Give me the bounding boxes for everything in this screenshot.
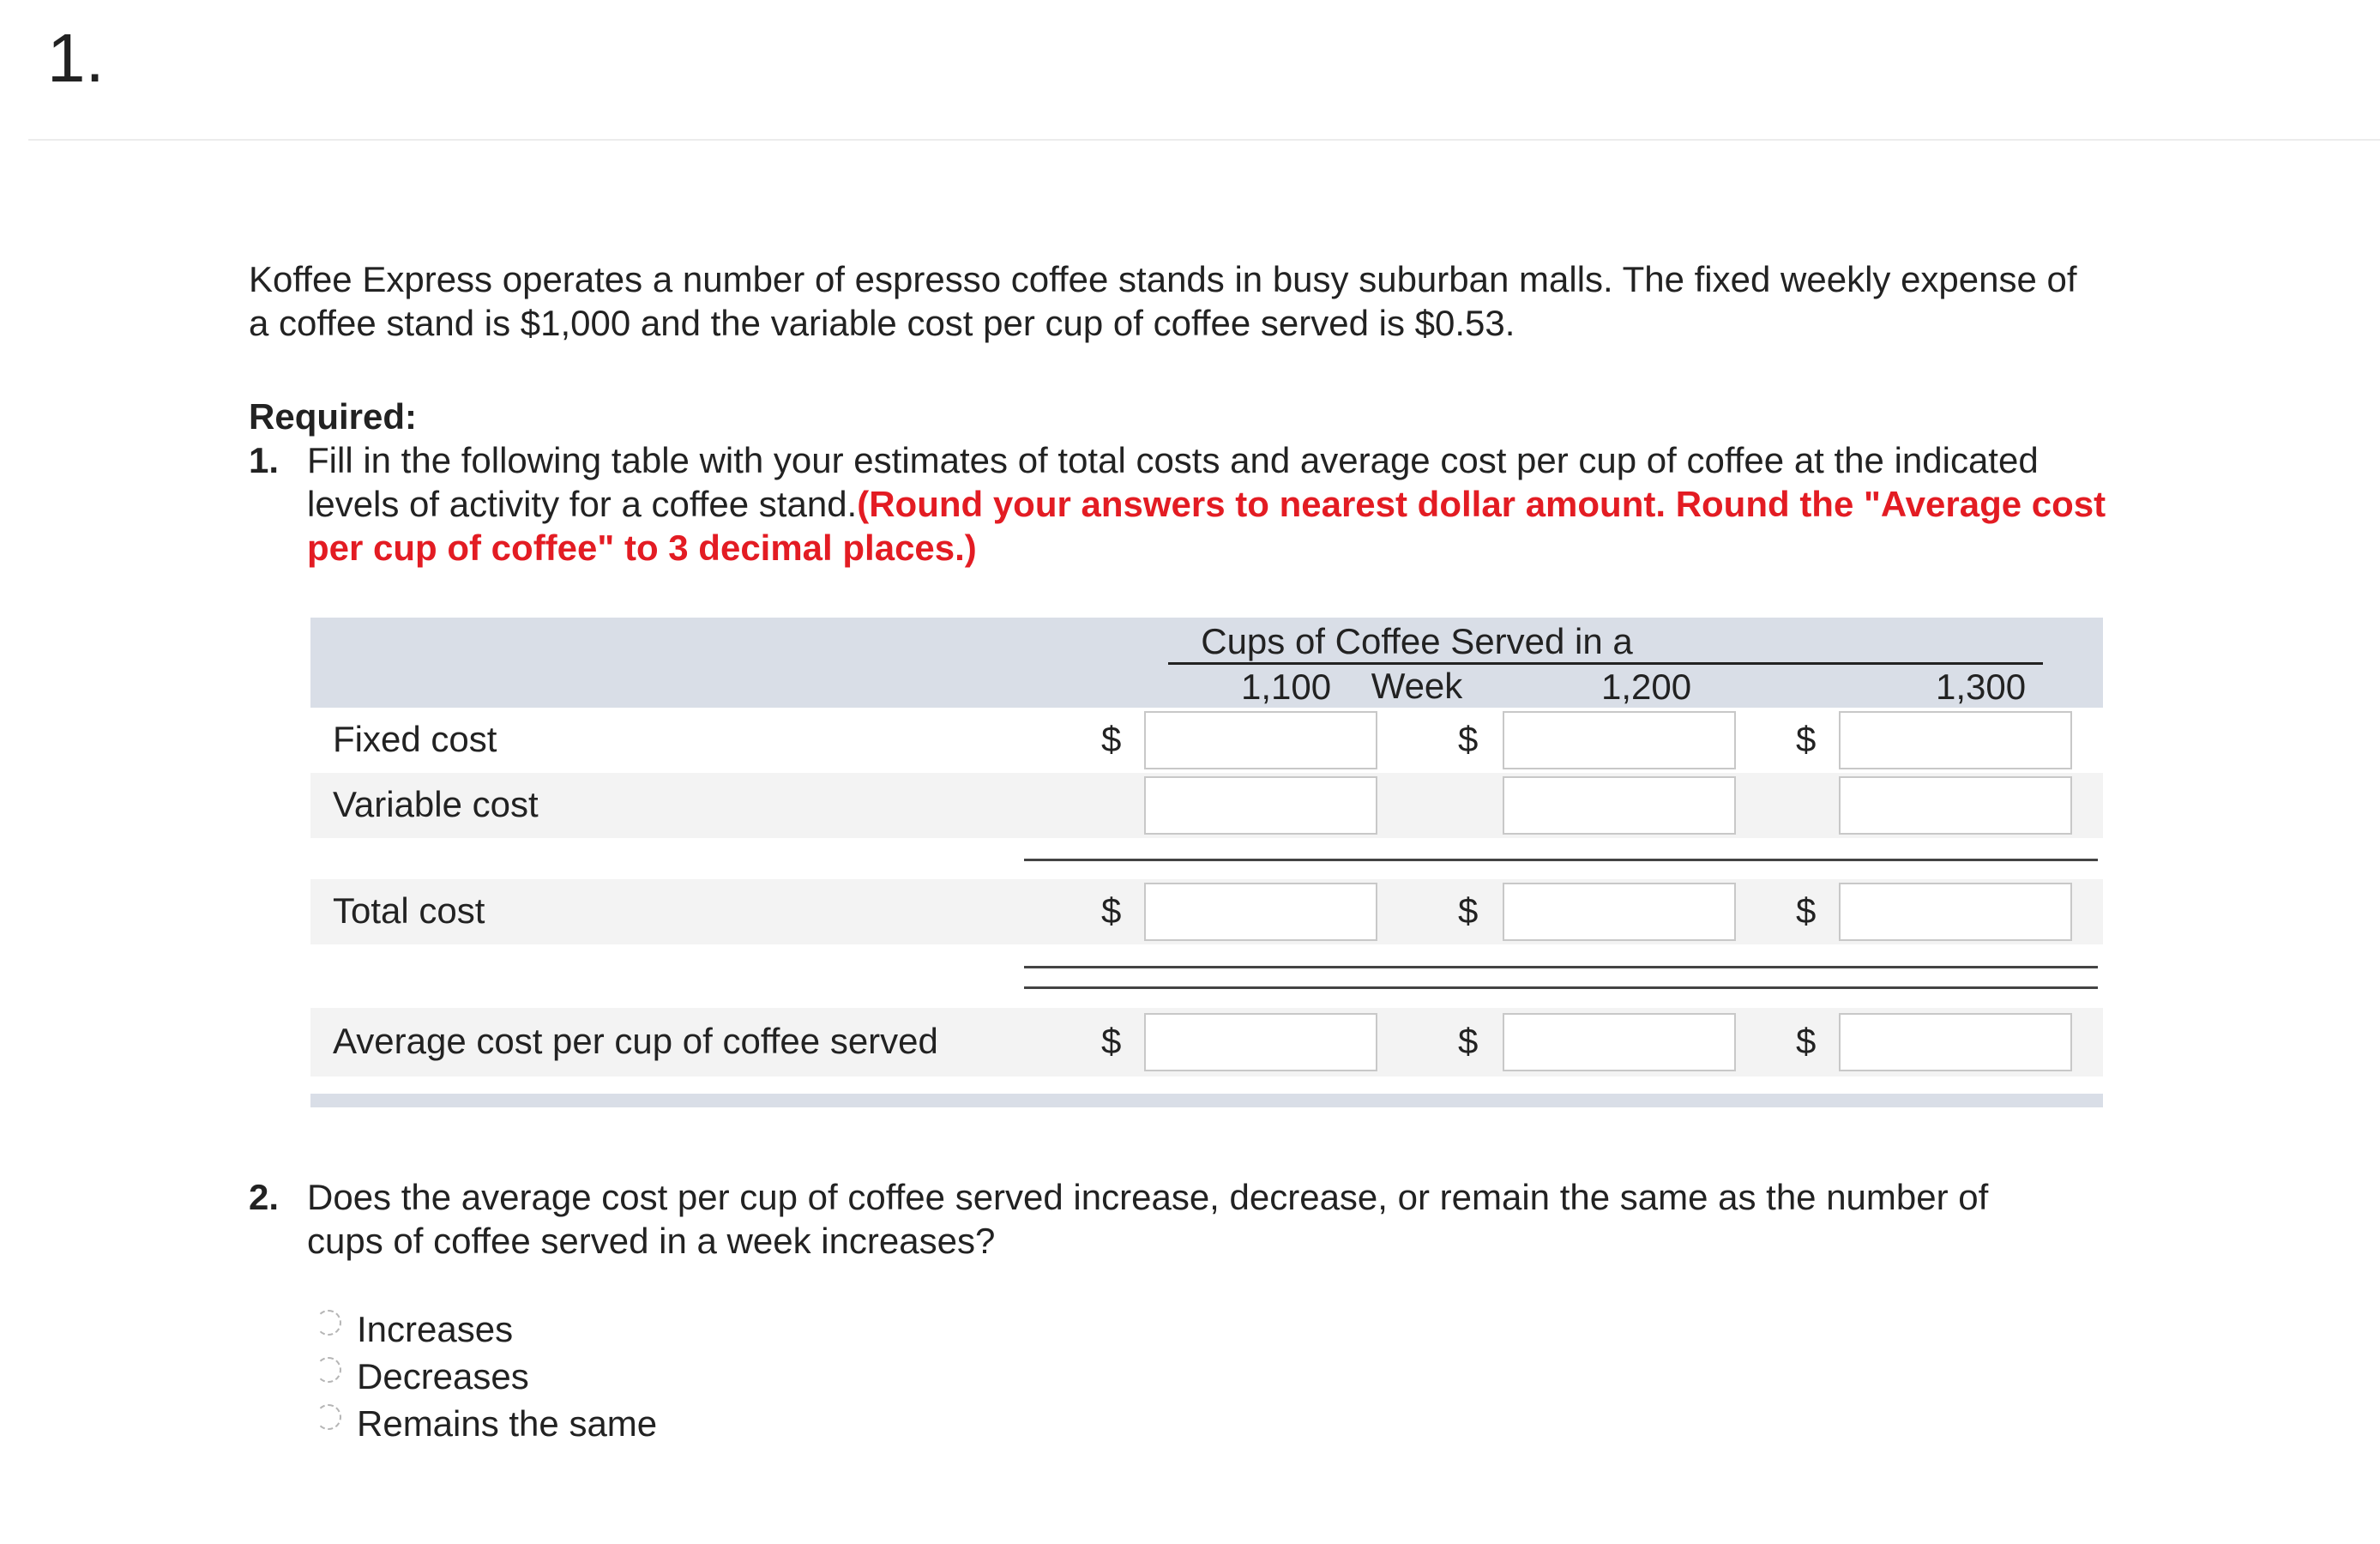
answer-options xyxy=(310,1306,657,1447)
table-header-title: Cups of Coffee Served in a Week xyxy=(1201,621,1633,706)
fixed-cost-1300-input[interactable] xyxy=(1839,711,2072,769)
option-remains-the-same[interactable] xyxy=(310,1400,657,1447)
radio-button[interactable] xyxy=(316,1404,341,1430)
option-label: Decreases xyxy=(357,1356,529,1396)
option-decreases[interactable] xyxy=(310,1353,657,1400)
variable-cost-1100-input[interactable] xyxy=(1144,776,1377,835)
column-header-1100: 1,100 xyxy=(1241,666,1332,707)
table-row-fixed-cost xyxy=(310,708,2103,773)
average-cost-1100-input[interactable] xyxy=(1144,1013,1377,1071)
header-divider xyxy=(28,139,2380,141)
radio-button[interactable] xyxy=(316,1310,341,1336)
required-section xyxy=(249,395,2118,570)
column-header-1300: 1,300 xyxy=(1936,666,2027,707)
required-item-1 xyxy=(249,438,2118,570)
row-label-total-cost: Total cost xyxy=(333,890,485,931)
total-double-rule-bottom xyxy=(1024,986,2098,989)
question-2-text: Does the average cost per cup of coffee served increase, decrease, or remain the same as the number of cups of coffee served in a week increases? xyxy=(307,1177,1989,1261)
subtotal-rule xyxy=(1024,859,2098,861)
table-header xyxy=(310,618,2103,708)
dollar-sign: $ xyxy=(1101,1021,1122,1061)
dollar-sign: $ xyxy=(1101,719,1122,759)
dollar-sign: $ xyxy=(1458,890,1479,931)
option-label: Remains the same xyxy=(357,1403,658,1444)
question-2-number: 2. xyxy=(249,1177,280,1217)
table-row-average-cost xyxy=(310,1008,2103,1077)
column-header-1200: 1,200 xyxy=(1601,666,1692,707)
variable-cost-1300-input[interactable] xyxy=(1839,776,2072,835)
problem-intro: Koffee Express operates a number of espresso coffee stands in busy suburban malls. The fixed weekly expense of a coffee stand is $1,000 and the variable cost per cup of coffee served is $0.53. xyxy=(249,259,2077,343)
dollar-sign: $ xyxy=(1458,1021,1479,1061)
dollar-sign: $ xyxy=(1796,890,1817,931)
header-underline xyxy=(1168,662,2043,665)
fixed-cost-1200-input[interactable] xyxy=(1503,711,1736,769)
total-cost-1300-input[interactable] xyxy=(1839,883,2072,941)
dollar-sign: $ xyxy=(1101,890,1122,931)
question-number: 1. xyxy=(47,20,105,96)
option-label: Increases xyxy=(357,1309,514,1349)
total-double-rule-top xyxy=(1024,966,2098,968)
row-label-fixed-cost: Fixed cost xyxy=(333,719,497,759)
option-increases[interactable] xyxy=(310,1306,657,1353)
average-cost-1200-input[interactable] xyxy=(1503,1013,1736,1071)
average-cost-1300-input[interactable] xyxy=(1839,1013,2072,1071)
total-cost-1200-input[interactable] xyxy=(1503,883,1736,941)
question-2-item xyxy=(249,1175,2050,1263)
variable-cost-1200-input[interactable] xyxy=(1503,776,1736,835)
table-row-variable-cost xyxy=(310,773,2103,838)
required-item-text: Fill in the following table with your estimates of total costs and average cost per cup of coffee at the indicated levels of activity for a coffee stand. xyxy=(307,440,2039,524)
table-row-total-cost xyxy=(310,879,2103,944)
rounding-note: (Round your answers to nearest dollar amount. Round the "Average cost per cup of coffee" to 3 decimal places.) xyxy=(307,484,2106,568)
required-item-number: 1. xyxy=(249,440,280,480)
row-label-variable-cost: Variable cost xyxy=(333,784,539,824)
row-label-average-cost: Average cost per cup of coffee served xyxy=(333,1021,938,1061)
dollar-sign: $ xyxy=(1458,719,1479,759)
cost-table xyxy=(310,618,2103,1061)
dollar-sign: $ xyxy=(1796,1021,1817,1061)
table-footer-bar xyxy=(310,1094,2103,1107)
fixed-cost-1100-input[interactable] xyxy=(1144,711,1377,769)
required-title: Required: xyxy=(249,396,418,437)
question-2 xyxy=(249,1175,2050,1263)
radio-button[interactable] xyxy=(316,1357,341,1383)
dollar-sign: $ xyxy=(1796,719,1817,759)
total-cost-1100-input[interactable] xyxy=(1144,883,1377,941)
